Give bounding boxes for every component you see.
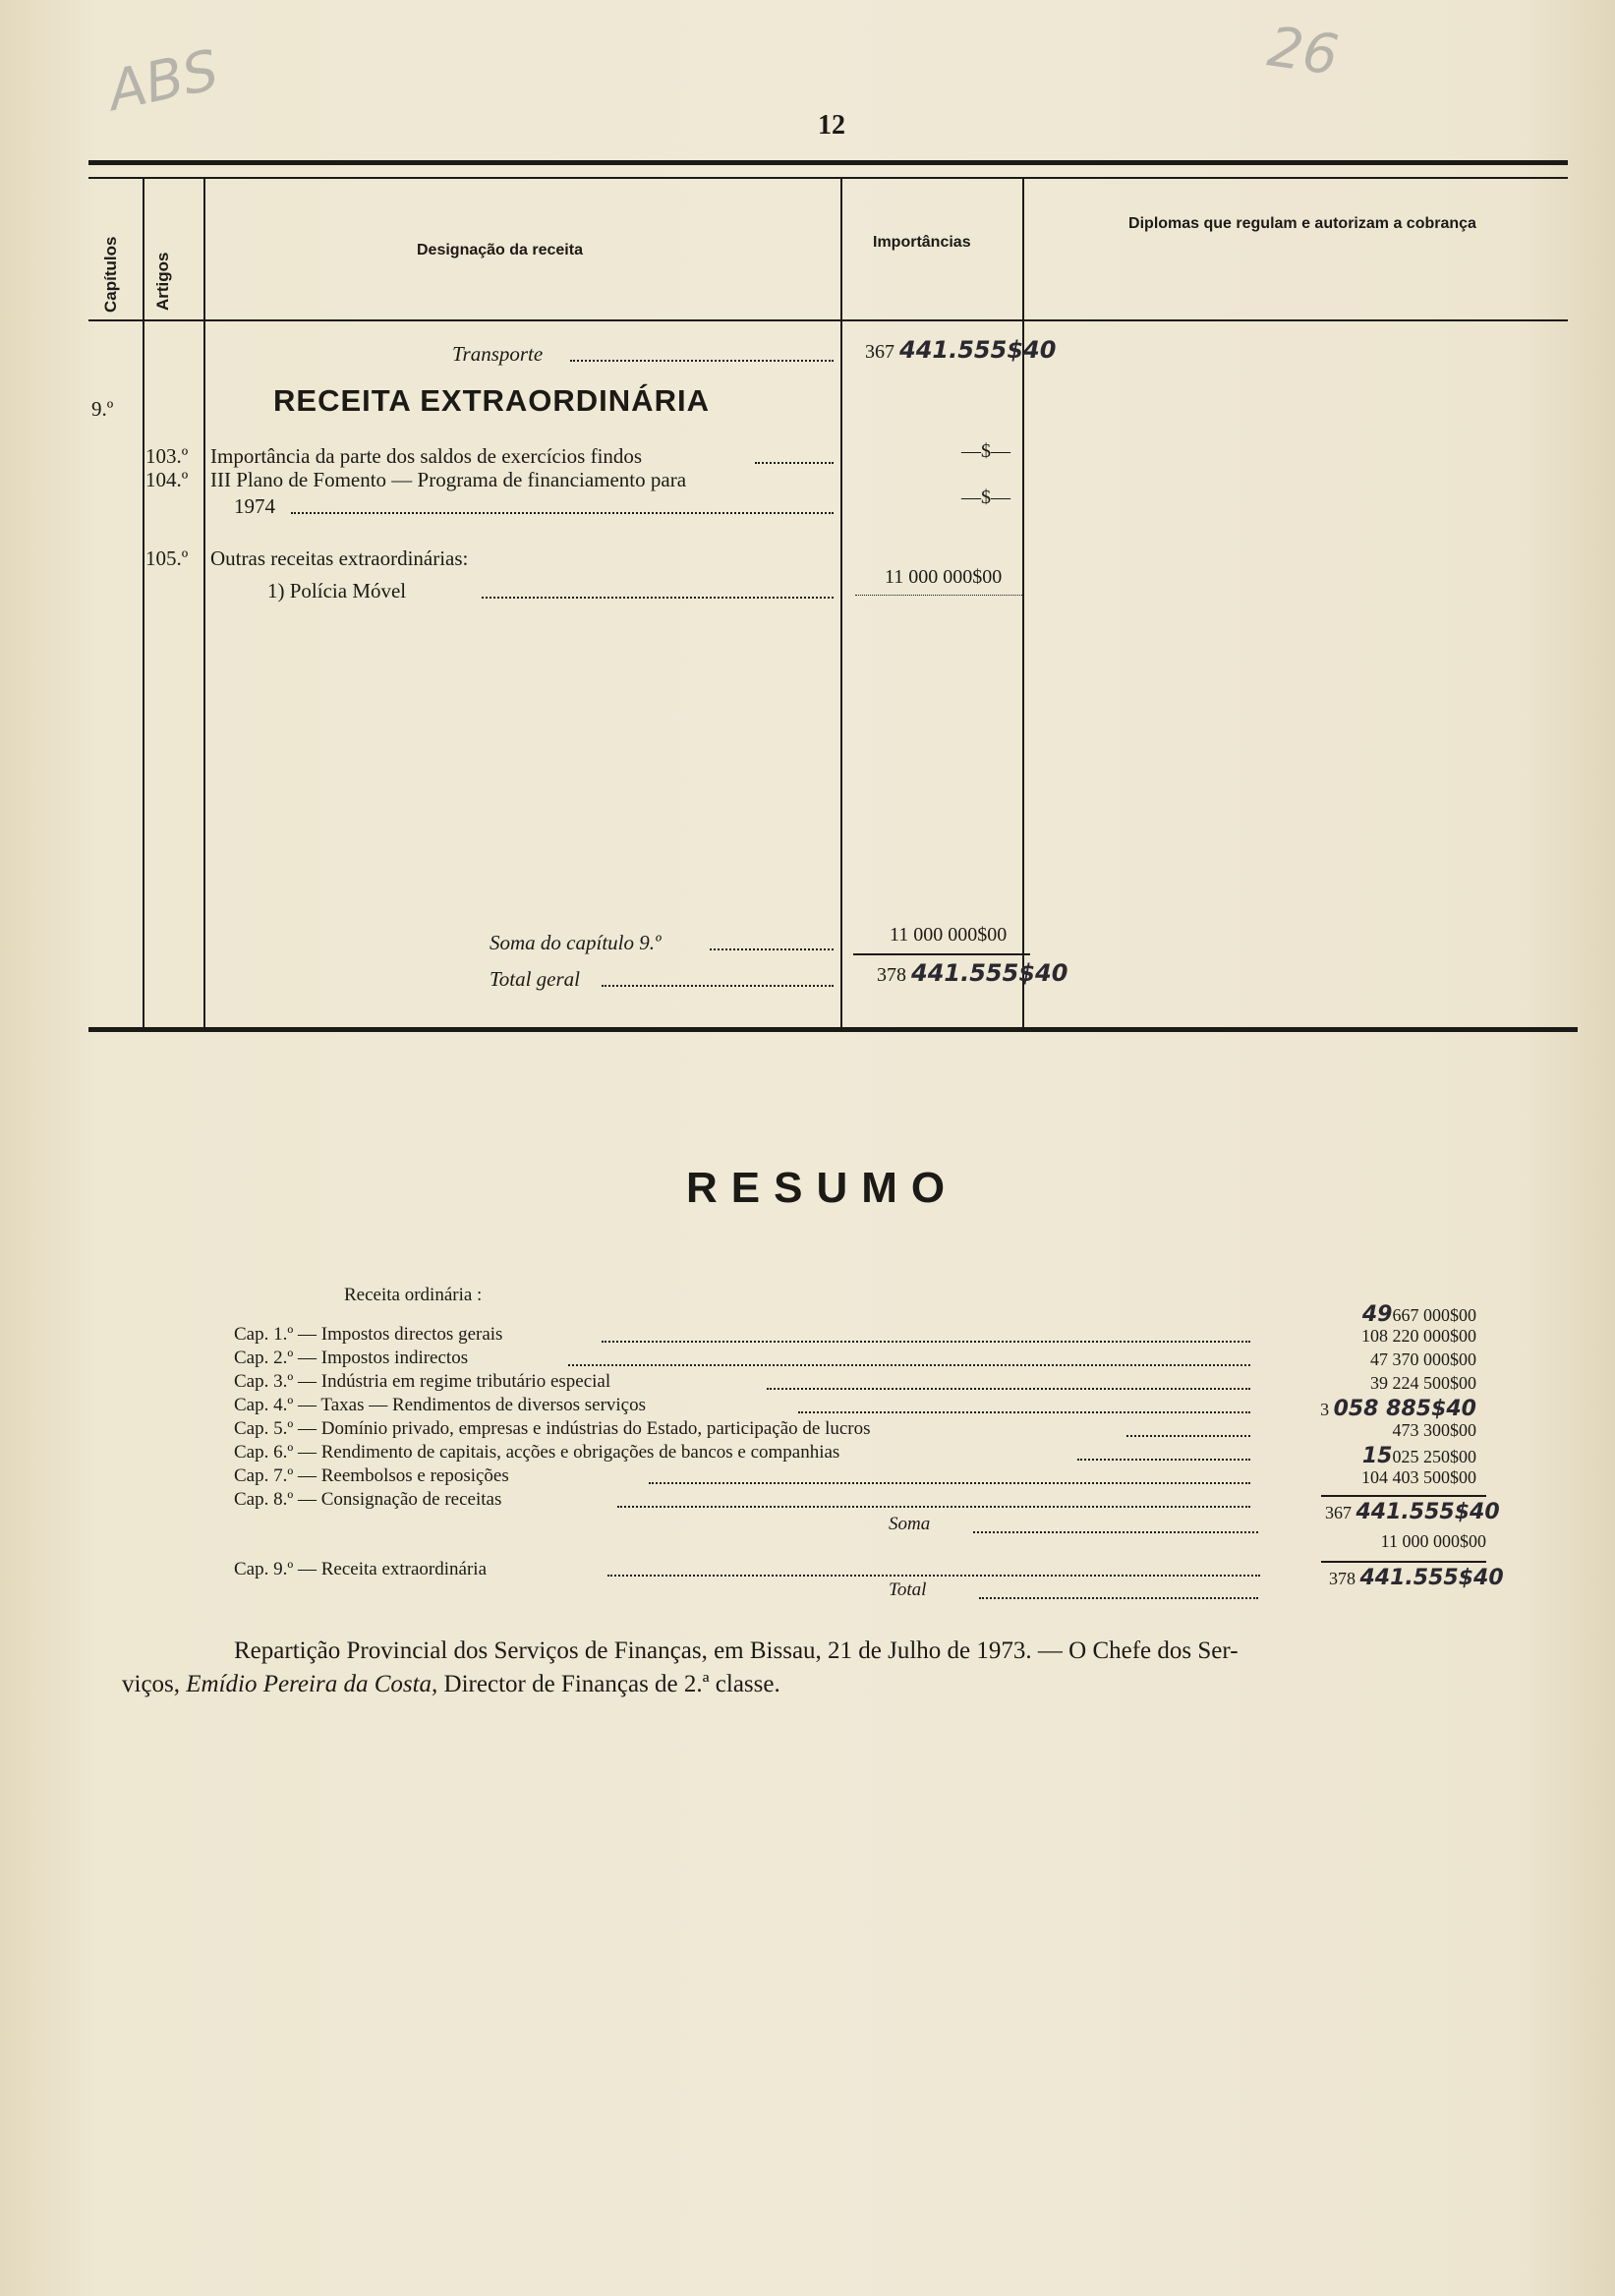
col-divider-designation	[840, 179, 842, 1027]
header-chapters: Capítulos	[101, 236, 120, 313]
resumo-item: Cap. 5.º — Domínio privado, empresas e indústrias do Estado, participação de lucros	[234, 1418, 871, 1439]
resumo-item: Cap. 6.º — Rendimento de capitais, acções e obrigações de bancos e companhias	[234, 1442, 840, 1463]
row-104-amount: —$—	[961, 487, 1010, 508]
soma-amount: 367 441.555$40	[1325, 1500, 1500, 1524]
col-divider-chapters	[143, 179, 144, 1027]
row-103-text: Importância da parte dos saldos de exercícios findos	[210, 444, 643, 468]
row-policia-amount: 11 000 000$00	[885, 566, 1003, 588]
resumo-item: Cap. 1.º — Impostos directos gerais	[234, 1324, 503, 1345]
chapter-sum-leader	[710, 948, 834, 950]
resumo-leader	[568, 1364, 1250, 1366]
ordinary-revenue-label: Receita ordinária :	[344, 1285, 483, 1305]
row-policia-leader	[482, 597, 834, 599]
resumo-amount: 49667 000$00	[1361, 1302, 1476, 1327]
closing-line-1: Repartição Provincial dos Serviços de Finanças, em Bissau, 21 de Julho de 1973. — O Chefe dos Ser-	[234, 1637, 1239, 1664]
header-amounts: Importâncias	[873, 234, 971, 251]
article-103: 103.º	[145, 444, 189, 468]
pencil-mark-abs: ABS	[102, 38, 224, 124]
resumo-amount: 15025 250$00	[1361, 1444, 1476, 1468]
section-title: RECEITA EXTRAORDINÁRIA	[273, 383, 710, 418]
total-rule	[1321, 1561, 1486, 1563]
table-top-rule-thin	[88, 177, 1568, 179]
chapter-number: 9.º	[91, 397, 114, 421]
row-104-leader	[291, 512, 834, 514]
col-divider-amounts	[1022, 179, 1024, 1027]
row-105-text: Outras receitas extraordinárias:	[210, 546, 469, 570]
table-top-rule	[88, 160, 1568, 165]
resumo-leader	[798, 1411, 1250, 1413]
grand-total-amount: 378 441.555$40	[877, 959, 1068, 987]
resumo-item: Cap. 3.º — Indústria em regime tributário especial	[234, 1371, 611, 1392]
resumo-leader	[617, 1506, 1250, 1508]
row-104-text: III Plano de Fomento — Programa de financiamento para	[210, 468, 687, 491]
row-policia-text: 1) Polícia Móvel	[267, 579, 407, 603]
resumo-amount: 47 370 000$00	[1370, 1349, 1476, 1369]
row-103-leader	[755, 462, 834, 464]
grand-total-leader	[602, 985, 834, 987]
soma-rule	[1321, 1495, 1486, 1497]
header-articles: Artigos	[153, 252, 172, 311]
resumo-leader	[1077, 1459, 1250, 1461]
row-104-text-cont: 1974	[234, 494, 275, 518]
soma-label: Soma	[889, 1514, 931, 1534]
total-amount: 378 441.555$40	[1329, 1566, 1504, 1590]
policia-underline	[855, 595, 1024, 596]
resumo-title: RESUMO	[686, 1164, 959, 1212]
chapter-sum-label: Soma do capítulo 9.º	[490, 931, 662, 954]
resumo-leader	[602, 1341, 1250, 1343]
resumo-item: Cap. 4.º — Taxas — Rendimentos de diversos serviços	[234, 1395, 647, 1415]
soma-leader	[973, 1531, 1258, 1533]
pencil-mark-26: 26	[1263, 15, 1343, 88]
signatory-name: Emídio Pereira da Costa,	[186, 1671, 438, 1697]
resumo-item: Cap. 2.º — Impostos indirectos	[234, 1348, 469, 1368]
extraordinary-amount: 11 000 000$00	[1380, 1531, 1486, 1551]
resumo-leader	[1126, 1435, 1250, 1437]
resumo-amount: 108 220 000$00	[1361, 1326, 1476, 1346]
total-leader	[979, 1597, 1258, 1599]
grand-total-label: Total geral	[490, 967, 580, 991]
closing-line-2: viços, Emídio Pereira da Costa, Director de Finanças de 2.ª classe.	[122, 1671, 780, 1697]
extraordinary-row: Cap. 9.º — Receita extraordinária	[234, 1559, 488, 1579]
resumo-amount: 39 224 500$00	[1370, 1373, 1476, 1393]
col-divider-articles	[203, 179, 205, 1027]
resumo-amount: 104 403 500$00	[1361, 1467, 1476, 1487]
row-103-amount: —$—	[961, 440, 1010, 462]
transport-leader	[570, 360, 834, 362]
resumo-leader	[649, 1482, 1250, 1484]
header-bottom-rule	[88, 319, 1568, 321]
transport-label: Transporte	[452, 342, 544, 366]
resumo-item: Cap. 7.º — Reembolsos e reposições	[234, 1465, 509, 1486]
resumo-item: Cap. 8.º — Consignação de receitas	[234, 1489, 502, 1510]
header-designation: Designação da receita	[417, 242, 583, 258]
table-bottom-rule	[88, 1027, 1578, 1032]
transport-amount: 367 441.555$40	[865, 336, 1057, 364]
resumo-amount: 473 300$00	[1392, 1420, 1476, 1440]
total-label: Total	[889, 1579, 927, 1600]
article-105: 105.º	[145, 546, 189, 570]
header-diplomas: Diplomas que regulam e autorizam a cobrança	[1128, 215, 1476, 232]
page-number: 12	[818, 110, 845, 141]
chapter-sum-rule	[853, 953, 1030, 955]
extraordinary-leader	[607, 1575, 1260, 1577]
chapter-sum-amount: 11 000 000$00	[890, 924, 1008, 946]
article-104: 104.º	[145, 468, 189, 491]
resumo-amount: 3 058 885$40	[1320, 1397, 1476, 1421]
resumo-leader	[767, 1388, 1250, 1390]
